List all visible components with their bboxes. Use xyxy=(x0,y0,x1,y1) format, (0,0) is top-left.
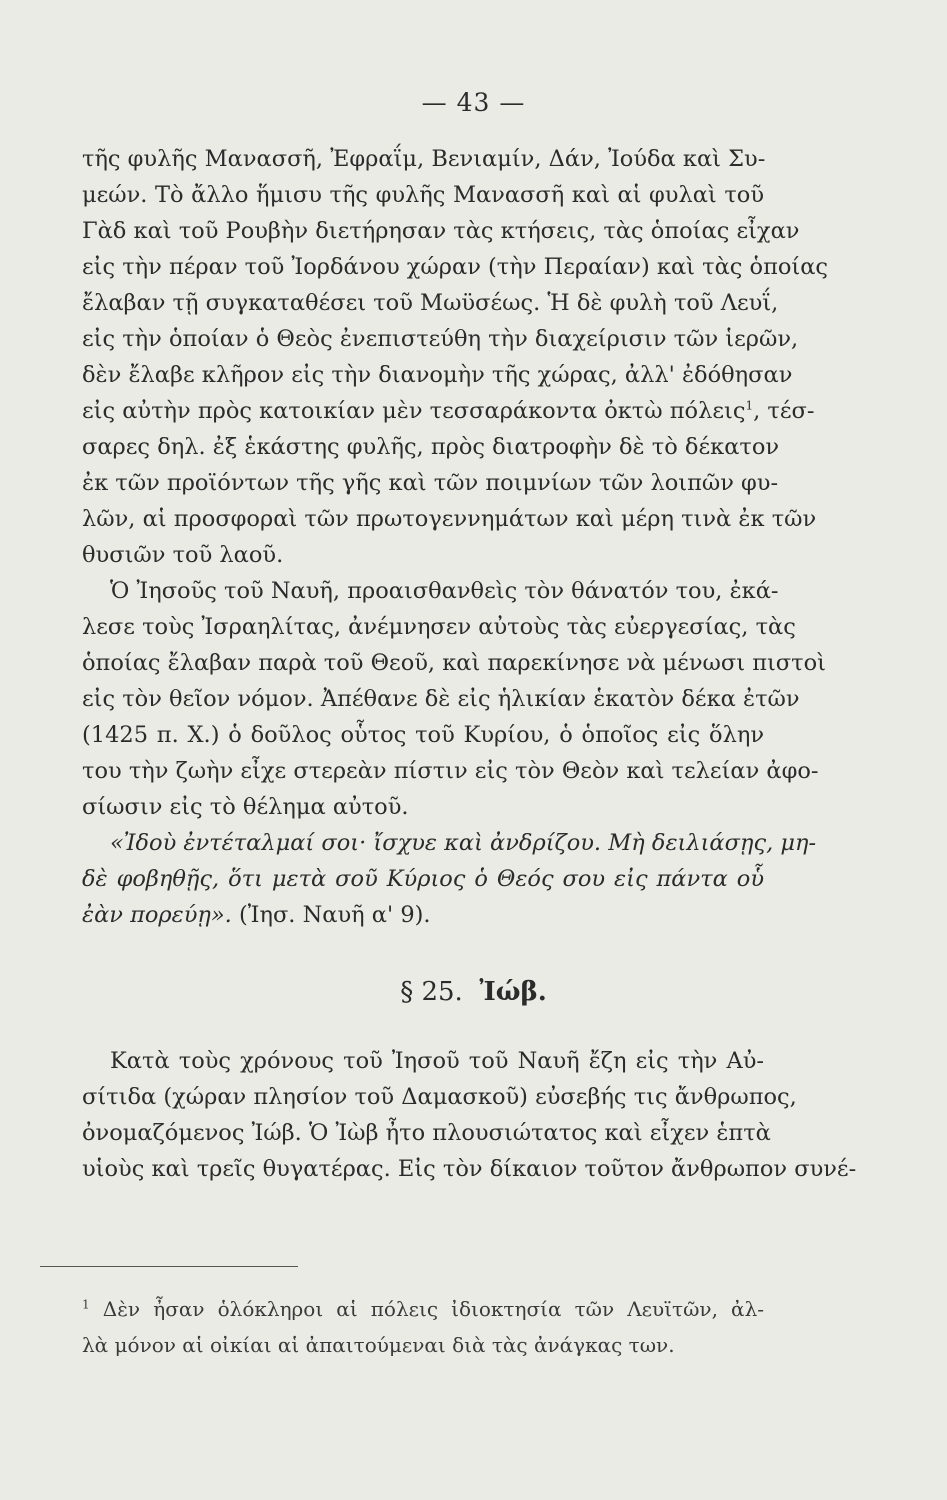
quote-line xyxy=(82,900,764,930)
text-line: ἔλαβαν τῇ συγκαταθέσει τοῦ Μωϋσέως. Ἡ δὲ φυλὴ τοῦ Λευΐ, xyxy=(82,290,779,316)
section-title: Ἰώβ. xyxy=(479,977,547,1007)
text-line: τῆς φυλῆς Μανασσῆ, Ἐφραΐμ, Βενιαμίν, Δάν, Ἰούδα καὶ Συ- xyxy=(82,146,766,172)
text-line: ἐκ τῶν προϊόντων τῆς γῆς καὶ τῶν ποιμνίων τῶν λοιπῶν φυ- xyxy=(82,470,779,496)
footnote-line xyxy=(82,1296,764,1322)
footnote-separator xyxy=(40,1266,298,1267)
text-line: σαρες δηλ. ἐξ ἑκάστης φυλῆς, πρὸς διατροφὴν δὲ τὸ δέκατον xyxy=(82,434,780,460)
text-segment: εἰς αὐτὴν πρὸς κατοικίαν μὲν τεσσαράκοντα ὀκτὼ πόλεις xyxy=(82,398,746,424)
quote-line: δὲ φοβηθῇς, ὅτι μετὰ σοῦ Κύριος ὁ Θεός σου εἰς πάντα οὗ xyxy=(82,866,764,892)
text-line: σίτιδα (χώραν πλησίον τοῦ Δαμασκοῦ) εὐσεβής τις ἄνθρωπος, xyxy=(82,1084,797,1110)
text-line: μεών. Τὸ ἄλλο ἥμισυ τῆς φυλῆς Μανασσῆ καὶ αἱ φυλαὶ τοῦ xyxy=(82,182,764,208)
page-number-header: — 43 — xyxy=(421,88,526,117)
scripture-reference: (Ἰησ. Ναυῆ α' 9). xyxy=(231,902,431,928)
text-line: του τὴν ζωὴν εἶχε στερεὰν πίστιν εἰς τὸν Θεὸν καὶ τελείαν ἀφο- xyxy=(82,758,819,784)
text-line: Ὁ Ἰησοῦς τοῦ Ναυῆ, προαισθανθεὶς τὸν θάνατόν του, ἐκά- xyxy=(110,578,779,604)
text-line: εἰς τὴν ὁποίαν ὁ Θεὸς ἐνεπιστεύθη τὴν διαχείρισιν τῶν ἱερῶν, xyxy=(82,326,799,352)
text-line: λεσε τοὺς Ἰσραηλίτας, ἀνέμνησεν αὐτοὺς τὰς εὐεργεσίας, τὰς xyxy=(82,614,796,640)
text-line: (1425 π. Χ.) ὁ δοῦλος οὗτος τοῦ Κυρίου, ὁ ὁποῖος εἰς ὅλην xyxy=(82,722,764,748)
section-heading xyxy=(0,977,947,1007)
text-segment: , τέσ- xyxy=(753,398,815,424)
text-line: Γὰδ καὶ τοῦ Ρουβὴν διετήρησαν τὰς κτήσεις, τὰς ὁποίας εἶχαν xyxy=(82,218,800,244)
text-line: δὲν ἔλαβε κλῆρον εἰς τὴν διανομὴν τῆς χώρας, ἀλλ' ἐδόθησαν xyxy=(82,362,793,388)
quote-line: «Ἰδοὺ ἐντέταλμαί σοι· ἴσχυε καὶ ἀνδρίζου. Μὴ δειλιάσῃς, μη- xyxy=(110,830,817,856)
footnote-text: Δὲν ἦσαν ὁλόκληροι αἱ πόλεις ἰδιοκτησία τῶν Λευϊτῶν, ἀλ- xyxy=(89,1297,764,1321)
text-line: Κατὰ τοὺς χρόνους τοῦ Ἰησοῦ τοῦ Ναυῆ ἔζη εἰς τὴν Αὐ- xyxy=(110,1048,764,1074)
text-line: ὁποίας ἔλαβαν παρὰ τοῦ Θεοῦ, καὶ παρεκίνησε νὰ μένωσι πιστοὶ xyxy=(82,650,826,676)
footnote-marker: 1 xyxy=(82,1297,90,1312)
text-line: ὀνομαζόμενος Ἰώβ. Ὁ Ἰὼβ ἦτο πλουσιώτατος καὶ εἶχεν ἑπτὰ xyxy=(82,1120,771,1146)
section-number: § 25. xyxy=(400,977,463,1007)
text-line: λῶν, αἱ προσφοραὶ τῶν πρωτογεννημάτων καὶ μέρη τινὰ ἐκ τῶν xyxy=(82,506,817,532)
footnote-line: λὰ μόνον αἱ οἰκίαι αἱ ἀπαιτούμεναι διὰ τὰς ἀνάγκας των. xyxy=(82,1333,675,1357)
text-line-with-footnote xyxy=(82,396,815,426)
quote-text: ἐὰν πορεύῃ». xyxy=(82,902,232,928)
text-line: εἰς τὸν θεῖον νόμον. Ἀπέθανε δὲ εἰς ἡλικίαν ἑκατὸν δέκα ἐτῶν xyxy=(82,686,800,712)
text-line: εἰς τὴν πέραν τοῦ Ἰορδάνου χώραν (τὴν Περαίαν) καὶ τὰς ὁποίας xyxy=(82,254,829,280)
text-line: υἱοὺς καὶ τρεῖς θυγατέρας. Εἰς τὸν δίκαιον τοῦτον ἄνθρωπον συνέ- xyxy=(82,1156,857,1182)
footnote-marker: 1 xyxy=(745,398,754,413)
text-line: θυσιῶν τοῦ λαοῦ. xyxy=(82,542,284,568)
text-line: σίωσιν εἰς τὸ θέλημα αὐτοῦ. xyxy=(82,794,409,820)
